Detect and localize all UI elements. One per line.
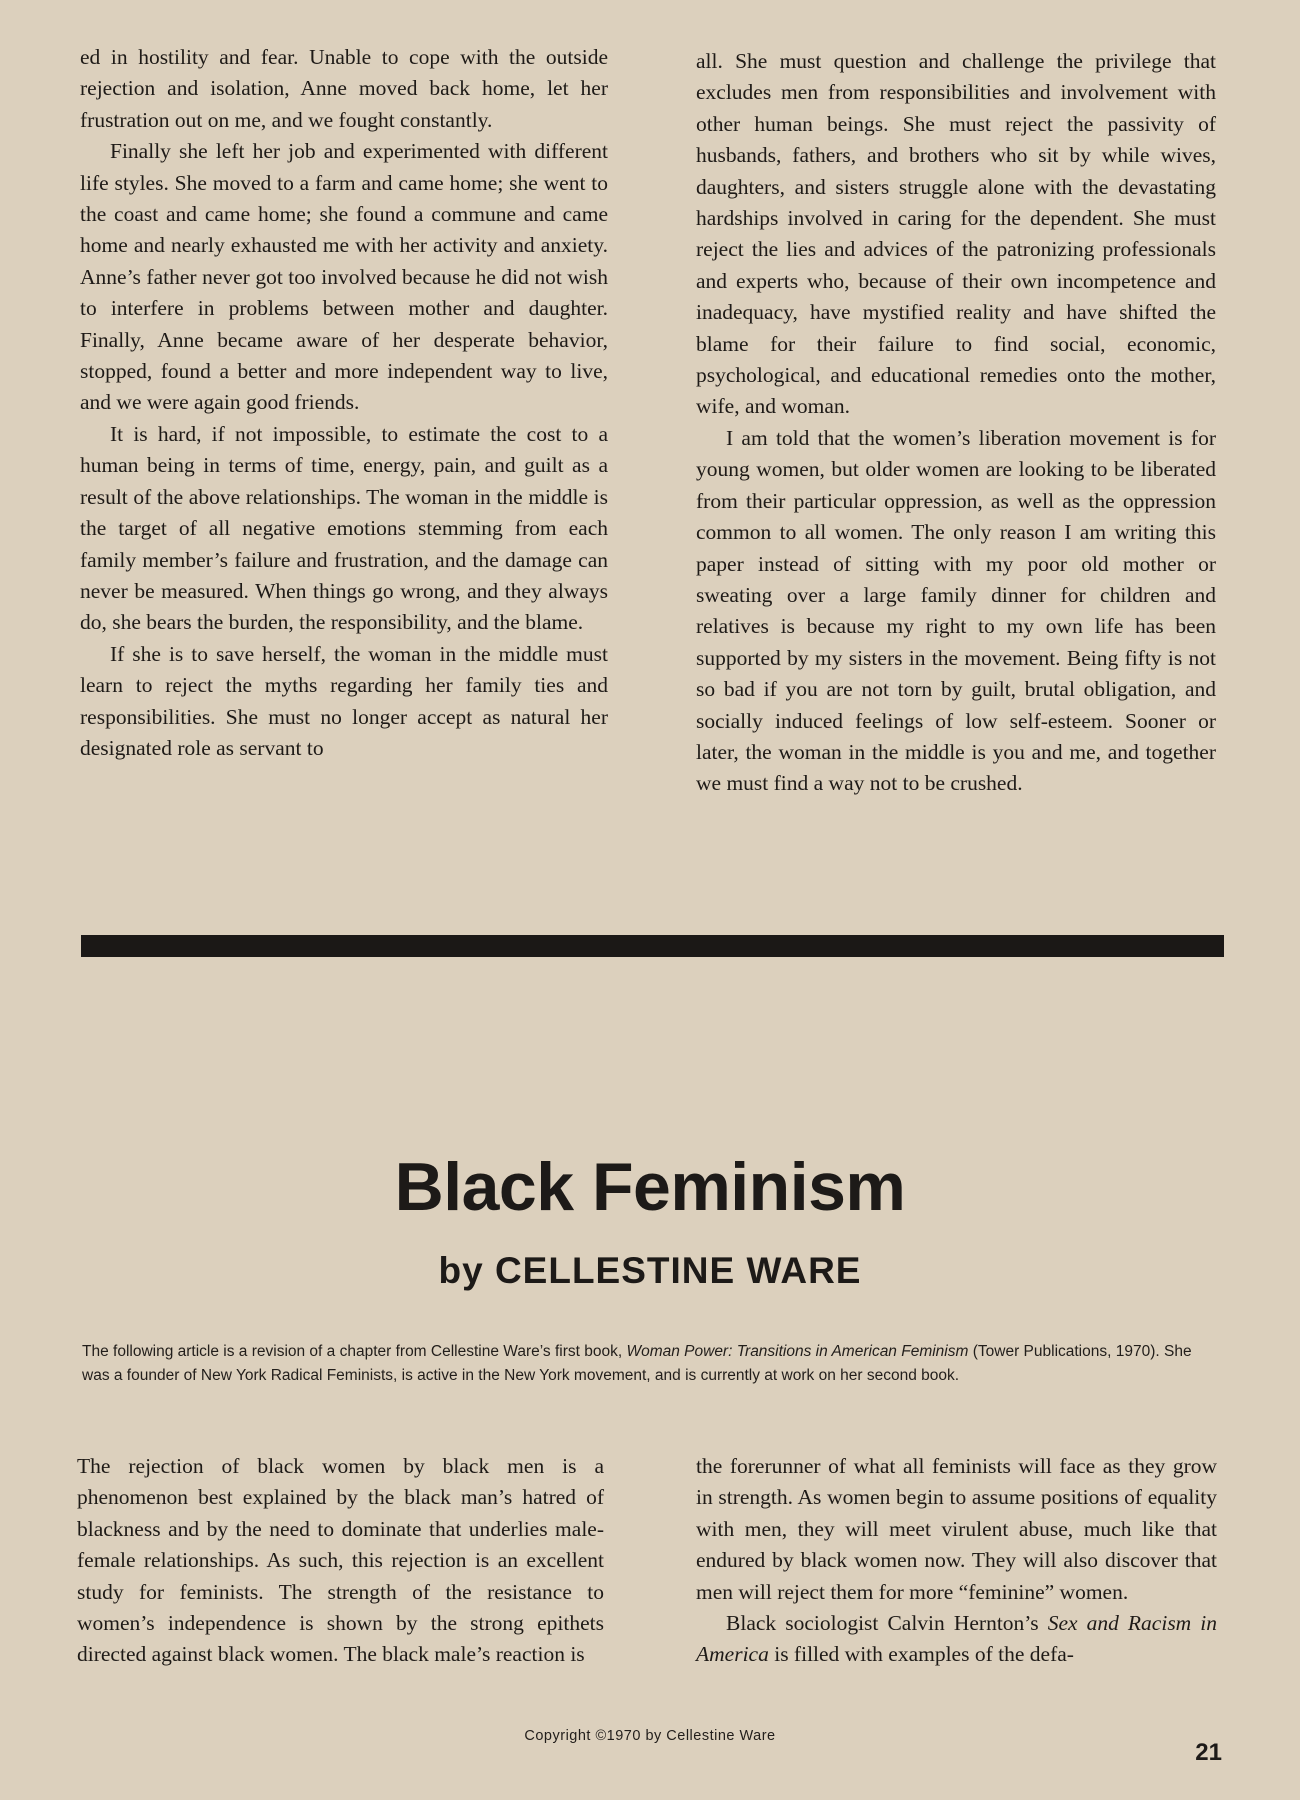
new-article-right-column [696, 1451, 1217, 1671]
paragraph: The rejection of black women by black men is a phenomenon best explained by the black man’s hatred of blackness and by the need to dominate that underlies male-female relationships. As such, this rejection is an excellent study for feminists. The strength of the resistance to women’s independence is shown by the strong epithets directed against black women. The black male’s reaction is [77, 1454, 604, 1667]
intro-book-title: Woman Power: Transitions in American Feminism [626, 1343, 969, 1360]
book-title: Sex and Racism in America [696, 1611, 1217, 1667]
intro-text: (Tower Publications, 1970). She was a founder of New York Radical Feminists, is active in the New York movement, and is currently at work on her second book. [82, 1343, 1192, 1384]
intro-text: The following article is a revision of a chapter from Cellestine Ware’s first book, [82, 1343, 627, 1360]
paragraph: Finally she left her job and experimented with different life styles. She moved to a farm and came home; she went to the coast and came home; she found a commune and came home and nearly exhausted me with her activity and anxiety. Anne’s father never got too involved because he did not wish to interfere in problems between mother and daughter. Finally, Anne became aware of her desperate behavior, stopped, found a better and more independent way to live, and we were again good friends. [80, 139, 608, 415]
paragraph: I am told that the women’s liberation movement is for young women, but older women are looking to be liberated from their particular oppression, as well as the oppression common to all women. The only reason I am writing this paper instead of sitting with my poor old mother or sweating over a large family dinner for children and relatives is because my right to my own life has been supported by my sisters in the movement. Being fifty is not so bad if you are not torn by guilt, brutal obligation, and socially induced feelings of low self-esteem. Sooner or later, the woman in the middle is you and me, and together we must find a way not to be crushed. [696, 425, 1216, 796]
paragraph: the forerunner of what all feminists will face as they grow in strength. As women begin to assume positions of equality with men, they will meet virulent abuse, much like that endured by black women now. They will also discover that men will reject them for more “feminine” women. [696, 1454, 1217, 1604]
page-number: 21 [1195, 1739, 1222, 1766]
article-byline: by CELLESTINE WARE [438, 1250, 862, 1291]
paragraph: It is hard, if not impossible, to estimate the cost to a human being in terms of time, energy, pain, and guilt as a result of the above relationships. The woman in the middle is the target of all negative emotions stemming from each family member’s failure and frustration, and the damage can never be measured. When things go wrong, and they always do, she bears the burden, the responsibility, and the blame. [80, 421, 608, 635]
new-article-left-column [77, 1451, 604, 1671]
section-divider-rule [81, 935, 1224, 957]
paragraph: all. She must question and challenge the privilege that excludes men from responsibilities and involvement with other human beings. She must reject the passivity of husbands, fathers, and brothers who sit by while wives, daughters, and sisters struggle alone with the devastating hardships involved in caring for the dependent. She must reject the lies and advices of the patronizing professionals and experts who, because of their own incompetence and inadequacy, have mystified reality and have shifted the blame for their failure to find social, economic, psychological, and educational remedies onto the mother, wife, and woman. [696, 49, 1216, 419]
continued-article-left-column [80, 42, 608, 764]
paragraph: If she is to save herself, the woman in the middle must learn to reject the myths regarding her family ties and responsibilities. She must no longer accept as natural her designated role as servant to [80, 641, 608, 760]
paragraph: ed in hostility and fear. Unable to cope with the outside rejection and isolation, Anne moved back home, let her frustration out on me, and we fought constantly. [80, 45, 608, 132]
article-intro-note [82, 1340, 1220, 1388]
copyright-notice: Copyright ©1970 by Cellestine Ware [524, 1728, 776, 1744]
continued-article-right-column [696, 46, 1216, 800]
paragraph: Black sociologist Calvin Hernton’s Sex and Racism in America is filled with examples of the defa- [696, 1611, 1217, 1667]
article-title: Black Feminism [394, 1149, 906, 1225]
